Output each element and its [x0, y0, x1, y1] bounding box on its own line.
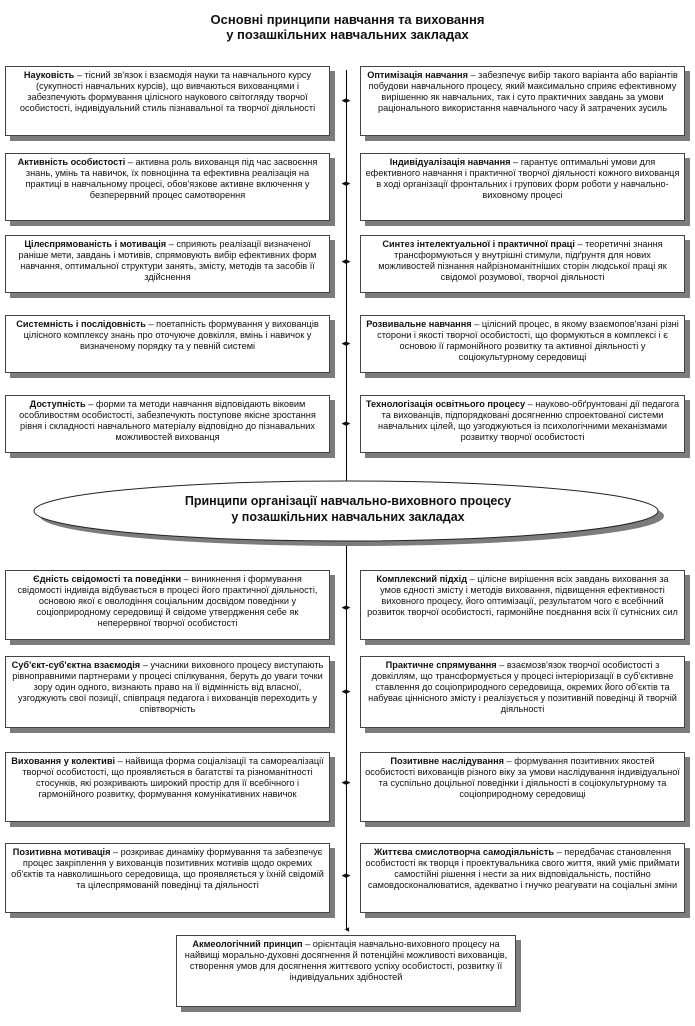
principle-description: – форми та методи навчання відповідають віковим особливостям особистості, забезпечують поступове якісне зростання рівня і складності навчального матеріалу відповідно до пізнавальних можливостей вихованця — [19, 399, 316, 442]
principle-name: Позитивна мотивація — [12, 847, 111, 857]
principle-name: Технологізація освітнього процесу — [365, 399, 526, 409]
principle-box-collective — [5, 752, 330, 822]
principle-box-systematic — [5, 315, 330, 373]
principle-box-practical-orientation — [360, 656, 685, 728]
diagram-title-line1: Основні принципи навчання та виховання — [210, 12, 485, 27]
principle-box-activity — [5, 153, 330, 221]
principle-description: – поетапність формування у вихованців цілісного комплексу знань про оточуюче довкілля, вмінь і навичок у визначеному порядку та у певній системі — [23, 319, 319, 351]
double-arrow-icon: ◂▸ — [341, 339, 351, 349]
double-arrow-icon: ◂▸ — [341, 603, 351, 613]
double-arrow-icon: ◂▸ — [341, 687, 351, 697]
principle-name: Акмеологічний принцип — [192, 939, 303, 949]
principle-description: – формування позитивних якостей особистості вихованців різного віку за умови наслідування індивідуальної та суспільно доцільної поведінки і діяльності в соціокультурному та соціоприродному середовищі — [365, 756, 680, 799]
double-arrow-icon: ◂▸ — [341, 96, 351, 106]
principle-description: – передбачає становлення особистості як творця і проектувальника свого життя, який уміє приймати самостійні рішення і нести за них відповідальність, постійно самовдосконалюватися, адекватно і гнучко реагувати на соціальні зміни — [365, 847, 680, 890]
principle-box-motivation — [5, 235, 330, 293]
principle-box-developmental — [360, 315, 685, 373]
double-arrow-icon: ◂▸ — [341, 778, 351, 788]
principle-box-complex-approach — [360, 570, 685, 640]
principle-box-individualization — [360, 153, 685, 221]
principle-box-accessibility — [5, 395, 330, 453]
principle-name: Єдність свідомості та поведінки — [33, 574, 182, 584]
principle-description: – активна роль вихованця під час засвоєння знань, умінь та навичок, їх повноцінна та ефективна реалізація на практиці в навчальному процесі, обов'язкове активне включення у безперервний процес самотворення — [25, 157, 318, 200]
ellipse-title-line1: Принципи організації навчально-виховного процесу — [184, 494, 512, 508]
principle-box-technologization — [360, 395, 685, 453]
principle-name: Суб'єкт-суб'єктна взаємодія — [11, 660, 141, 670]
principle-name: Доступність — [29, 399, 86, 409]
double-arrow-icon: ◂▸ — [341, 871, 351, 881]
principle-name: Практичне спрямування — [385, 660, 497, 670]
principle-description: – науково-обґрунтовані дії педагога та вихованців, підпорядковані досягненню спроектованої системи навчальних цілей, що узгоджуються із психологічними механізмами розвитку творчої особистості — [378, 399, 680, 442]
principle-name: Системність і послідовність — [16, 319, 146, 329]
principle-description: – тісний зв'язок і взаємодія науки та навчального курсу (сукупності навчальних курсів), що вивчаються вихованцями і забезпечують формування цілісного наукового світогляду творчої особистості, індивідуальний стиль пізнавальної та творчої діяльності — [19, 70, 316, 113]
principle-name: Індивідуалізація навчання — [389, 157, 511, 167]
diagram-title — [0, 12, 695, 42]
principle-name: Цілеспрямованість і мотивація — [24, 239, 167, 249]
principle-name: Оптимізація навчання — [367, 70, 468, 80]
principle-box-positive-motivation — [5, 843, 330, 913]
principle-box-positive-imitation — [360, 752, 685, 822]
principle-name: Активність особистості — [17, 157, 126, 167]
principle-box-synthesis — [360, 235, 685, 293]
principle-description: – гарантує оптимальні умови для ефективного навчання і практичної творчої діяльності кожного вихованця в ході організації фронтальних і групових форм роботи у навчально-виховному процесі — [365, 157, 680, 200]
principle-description: – взаємозв'язок творчої особистості з довкіллям, що трансформується у процесі інтеріоризації в суб'єктивне ставлення до соціоприродного середовища, окремих його об'єктів та набуває ціннісного змісту і реалізується у позитивній поведінці й творчій діяльності — [368, 660, 677, 714]
principle-box-scientific — [5, 66, 330, 136]
principle-name: Розвивальне навчання — [366, 319, 472, 329]
principle-description: – сприяють реалізації визначеної раніше мети, завдань і мотивів, спрямовують вибір ефективних форм навчання, оптимальної структури занять, змісту, методів та засобів її здійснення — [18, 239, 317, 282]
principle-description: – забезпечує вибір такого варіанта або варіантів побудови навчального процесу, який максимально сприяє ефективному вирішенню як навчальних, так і суто практичних завдань за умови раціонального використання навчального часу й затрачених зусиль — [368, 70, 678, 113]
ellipse-title-line2: у позашкільних навчальних закладах — [231, 510, 465, 524]
principle-name: Життєва смислотворча самодіяльність — [373, 847, 555, 857]
principle-name: Синтез інтелектуальної і практичної праці — [382, 239, 575, 249]
principle-name: Виховання у колективі — [11, 756, 116, 766]
double-arrow-icon: ◂▸ — [341, 257, 351, 267]
principle-description: – розкриває динаміку формування та забезпечує процес закріплення у вихованців позитивних мотивів щодо окремих об'єктів та навколишнього середовища, що проявляється у їхній свідомій та цілеспрямованій поведінці та діяльності — [11, 847, 324, 890]
down-arrow-icon: ▾ — [341, 927, 352, 932]
organization-principles-ellipse — [32, 478, 664, 548]
principle-description: – теоретичні знання трансформуються у внутрішні стимули, підґрунтя для нових можливостей пізнання найрізноманітніших сторін людської праці як свідомої розумової, творчої діяльності — [378, 239, 667, 282]
principle-box-optimization — [360, 66, 685, 136]
principle-description: – цілісний процес, в якому взаємопов'язані різні сторони і якості творчої особистості, що формуються в комплексі і є основою її гармонійного розвитку та активної діяльності у соціокультурному середовищі — [377, 319, 679, 362]
principle-description: – найвища форма соціалізації та самореалізації творчої особистості, що проявляється в багатстві та різноманітності стосунків, які розкривають широкий простір для її всебічного і гармонійного розвитку, формування комунікативних навичок — [22, 756, 324, 799]
diagram-title-line2: у позашкільних навчальних закладах — [226, 27, 469, 42]
double-arrow-icon: ◂▸ — [341, 179, 351, 189]
principle-description: – орієнтація навчально-виховного процесу на найвищі морально-духовні досягнення й потенційні можливості вихованців, створення умов для досягнення життєвого успіху особистості, розвитку її індивідуальних здібностей — [184, 939, 508, 982]
principle-name: Позитивне наслідування — [390, 756, 504, 766]
principle-description: – цілісне вирішення всіх завдань виховання за умов єдності змісту і методів виховання, підвищення ефективності виховного процесу, його оптимізації, результатом чого є всебічний розвиток творчої особистості, гармонійне поєднання всіх її сутнісних сил — [367, 574, 678, 617]
principle-name: Науковість — [23, 70, 75, 80]
principle-description: – учасники виховного процесу виступають рівноправними партнерами у процесі спілкування, беруть до уваги точки зору один одного, визнають право на її відмінність від власної, узгоджують свої позиції, співпраця педагога і вихованців переходить у співтворчість — [12, 660, 324, 714]
principle-box-subject-interaction — [5, 656, 330, 728]
principle-box-acmeological — [176, 935, 516, 1007]
principle-name: Комплексний підхід — [376, 574, 468, 584]
principle-box-unity — [5, 570, 330, 640]
principle-description: – виникнення і формування свідомості індивіда відбувається в процесі його практичної діяльності, основою якої є оволодіння соціальним досвідом поведінки у соціоприродному середовищі й свідоме утвердження себе як неперервної творчої особистості — [17, 574, 318, 628]
double-arrow-icon: ◂▸ — [341, 419, 351, 429]
principle-box-life-self-activity — [360, 843, 685, 913]
